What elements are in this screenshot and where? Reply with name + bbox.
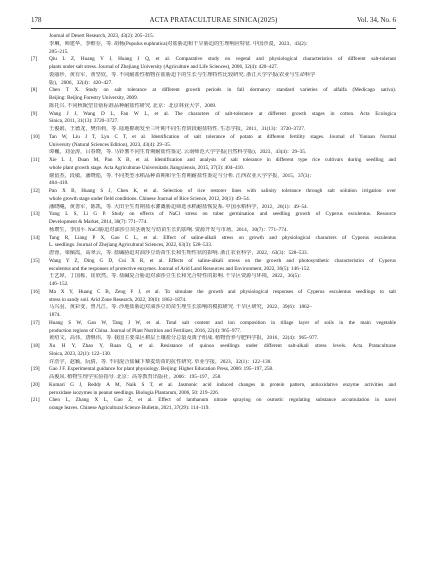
- reference-text-line: Beijing: Beijing Forestry University, 2009.: [49, 95, 138, 101]
- reference-text-line: University (Natural Sciences Edition), 2023, 43(4): 29–35.: [49, 141, 172, 148]
- reference-text-line: Tang R, Liang P X, Gao C L, et al. Effect of saline-alkali stress on growth and physiological characters of Cyperus esculentus: [49, 234, 396, 241]
- reference-text-line: Huang S W, Gao W, Tang J W, et al. Total salt content and ion composition in tillage layer of soils in the main vegetable: [49, 319, 396, 326]
- reference-number: [8]: [31, 87, 38, 94]
- reference-text-line: plants under salt stress. Journal of Zhejiang University (Agriculture and Life Sciences), 2006, 32(4): 420–427.: [49, 64, 279, 70]
- reference-number: [11]: [31, 157, 40, 163]
- journal-title: ACTA PRATACULTURAE SINICA(2025): [149, 16, 278, 24]
- reference-entry: [31, 258, 396, 289]
- reference-number: [12]: [31, 188, 40, 194]
- reference-number: [16]: [31, 288, 40, 295]
- reference-text-line: Sinica, 2011, 31(13): 3720–3727.: [49, 118, 119, 125]
- reference-entry: [31, 397, 396, 413]
- reference-text-line: Qiu L Z, Huang Y J, Huang J Q, et al. Comparative study on vegetal and physiological characteristics of different salt-tolerant: [49, 56, 396, 63]
- running-header: [31, 14, 396, 26]
- reference-number: [9]: [31, 110, 38, 117]
- reference-text-line: 版)，2006，32(4)：420–427.: [49, 79, 113, 86]
- reference-text-line: 王俊娟，王德龙，樊伟莉，等. 陆地棉萌发至三叶期不同生育阶段耐盐特性. 生态学报，2011，31(13)：3720–3727.: [49, 126, 306, 132]
- reference-entry: [31, 382, 396, 398]
- reference-number: [17]: [31, 319, 40, 326]
- reference-text-line: 潘晓飚，黄善军，陈凯，等. 大田全生育期盐水灌溉胁迫筛选水稻耐盐恢复系. 中国水稻科学，2012，26(1)：49–54.: [49, 203, 308, 210]
- reference-text-line: 黄绍文，高伟，唐继伟，等. 我国主要菜区耕层土壤盐分总量及离子组成. 植物营养与肥料学报，2016，22(4)：965–977.: [49, 335, 319, 342]
- reference-text-line: Development & Market, 2014, 30(7): 771–774.: [49, 219, 148, 225]
- reference-entry: [31, 366, 396, 382]
- reference-number: [20]: [31, 381, 40, 388]
- reference-entry: [31, 33, 396, 56]
- reference-text-line: 205–215.: [49, 48, 69, 55]
- reference-entry: [31, 111, 396, 134]
- reference-entry: [31, 188, 396, 211]
- page-number: 178: [31, 16, 42, 24]
- reference-text-line: orange leaves. Chinese Agricultural Science Bulletin, 2021, 37(29): 114–119.: [49, 405, 210, 411]
- reference-text-line: peroxidase isozymes in peanut seedlings. Biologia Plantarum, 2006, 50: 219–226.: [49, 389, 220, 396]
- reference-text-line: 404–410.: [49, 180, 69, 187]
- reference-text-line: 谢留杰，段敏，潘晓彪，等. 不同类型水稻品种苗期和全生育期耐盐性鉴定与分析. 江西农业大学学报，2015，37(3)：: [49, 172, 315, 179]
- reference-entry: [31, 87, 396, 110]
- reference-number: [18]: [31, 343, 40, 349]
- reference-text-line: production regions of China. Journal of Plant Nutrition and Fertilizer, 2016, 22(4): 965–977.: [49, 327, 241, 334]
- reference-number: [7]: [31, 56, 38, 63]
- reference-entry: [31, 235, 396, 258]
- reference-text-line: 唐蓉，梁佩霞，高翠云，等. 盐碱胁迫对油莎豆幼苗生长和生理性状的影响. 浙江农业科学，2022，63(3)：528–533.: [49, 250, 308, 256]
- reference-entry: [31, 320, 396, 343]
- reference-entry: [31, 56, 396, 87]
- reference-number: [15]: [31, 257, 40, 264]
- reference-text-line: Sinica, 2023, 32(1): 122–130.: [49, 350, 111, 357]
- reference-text-line: Journal of Desert Research, 2023, 43(2): 205–215.: [49, 33, 155, 39]
- volume-issue: Vol. 34, No. 6: [356, 16, 396, 24]
- reference-text-line: Yang L S, Li G P. Study on effects of NaCl stress on tuber germination and seedling growth of Cyperus esculentus. Resource: [49, 211, 396, 218]
- reference-number: [21]: [31, 397, 40, 404]
- header-rule: [31, 28, 396, 29]
- reference-text-line: 高俊凤. 植物生理学实验指导. 北京：高等教育出版社，2006：195–197，258.: [49, 374, 222, 380]
- reference-text-line: esculentus and the responses of protective enzymes. Journal of Arid Land Resources and Environment, 2022, 36(5): 146–152.: [49, 265, 311, 272]
- reference-entry: [31, 211, 396, 234]
- reference-text-line: 杨瓒生，李国平. NaCl胁迫对油莎豆块茎萌发与幼苗生长的影响. 资源开发与市场，2014，30(7)：771–774.: [49, 226, 288, 233]
- reference-text-line: stress in sandy soil. Arid Zone Research, 2022, 39(6): 1862–1874.: [49, 296, 187, 303]
- reference-text-line: Wang J J, Wang D L, Fan W L, et al. The characters of salt-tolerance at different growth stages in cotton. Acta Ecologica: [49, 110, 396, 117]
- reference-text-line: Xie L J, Duan M, Pan X B, et al. Identification and analysis of salt tolerance in different type rice cultivars during seedling and: [49, 157, 396, 163]
- reference-text-line: whole growth stage under field conditions. Chinese Journal of Rice Science, 2012, 26(1): 49–54.: [49, 195, 250, 202]
- reference-text-line: 马兴羽，黄彩变，曾凡江，等. 沙地盐胁迫对油莎豆幼苗生理生长影响的模拟研究. 干旱区研究，2022，39(6)：1862–: [49, 304, 312, 311]
- reference-text-line: 裘丽珍，黄有军，黄坚钦，等. 不同耐盐性植物在盐胁迫下的生长与生理特性比较研究. 浙江大学学报(农业与生命科学: [49, 71, 316, 78]
- reference-number: [13]: [31, 211, 40, 218]
- reference-text-line: Tan W, Liu J T, Lyu C T, et al. Identification of salt tolerance of potato at different fertility stages. Journal of Yunnan Normal: [49, 133, 396, 140]
- reference-text-line: Pan X B, Huang S J, Chen K, et al. Selection of rice restorer lines with salinity tolerance through salt solution irrigation over: [49, 188, 396, 194]
- reference-number: [19]: [31, 366, 40, 373]
- reference-text-line: 李琳，师建华，李维存，等. 胡杨(Populus euphratica)对盐胁迫和干旱胁迫的生理响应特征. 中国沙漠，2023，43(2)：: [49, 40, 311, 47]
- reference-text-line: Chen L, Zhang X L, Gao Z, et al. Effect of lanthanum nitrate spraying on osmotic regulating substance accumulation in navel: [49, 397, 396, 404]
- reference-text-line: 王艺璋，丁国栋，崔欣然，等. 盐碱复合胁迫对油莎豆生长和光合特性的影响. 干旱区资源与环境，2022，36(5)：: [49, 273, 305, 280]
- reference-number: [14]: [31, 234, 40, 241]
- reference-text-line: 谭巍，刘金涛，吕春晓，等. 马铃薯不同生育期耐盐性鉴定. 云南师范大学学报(自然科学版)，2023，43(4)：29–35.: [49, 149, 307, 156]
- reference-text-line: whole plant growth stage. Acta Agriculturae Universitatis Jiangxiensis, 2015, 37(3): 404–410.: [49, 164, 245, 171]
- reference-entry: [31, 134, 396, 157]
- reference-text-line: Wang Y Z, Ding G D, Cui X R, et al. Effects of saline-alkali stress on the growth and photosynthetic characteristics of Cyperus: [49, 257, 396, 264]
- reference-text-line: Ma X Y, Huang C B, Zeng F J, et al. To simulate the growth and physiological responses of Cyperus esculentus seedlings to salt: [49, 288, 396, 295]
- reference-text-line: Xu H Y, Zhao Y, Ruan Q, et al. Resistance of quinoa seedlings under different salt-alkali stress levels. Acta Prataculturae: [49, 343, 396, 349]
- reference-list: [31, 33, 396, 413]
- reference-entry: [31, 343, 396, 366]
- reference-text-line: Chen T X. Study on salt tolerance at different growth periods in fall dormancy standard varieties of alfalfa (Medicago sativa).: [49, 87, 396, 94]
- reference-entry: [31, 157, 396, 188]
- reference-text-line: 陈托兴. 不同秋眠型苜蓿标准品种耐盐性研究. 北京：北京林业大学，2009.: [49, 102, 217, 109]
- reference-text-line: Kumari G J, Reddy A M, Naik S T, et al. Jasmonic acid induced changes in protein pattern, antioxidative enzyme activities and: [49, 381, 396, 388]
- reference-text-line: 146–152.: [49, 281, 69, 287]
- reference-text-line: 1874.: [49, 312, 61, 318]
- reference-number: [10]: [31, 133, 40, 140]
- reference-text-line: 许浩宇，赵颖，阮倩，等. 不同混合盐碱下藜麦幼苗的抗性研究. 草业学报，2023，32(1)：122–130.: [49, 358, 272, 365]
- reference-text-line: Gao J F. Experimental guidance for plant physiology. Beijing: Higher Education Press, 2006: 195–197, 258.: [49, 366, 274, 373]
- reference-entry: [31, 289, 396, 320]
- reference-text-line: L. seedlings. Journal of Zhejiang Agricultural Sciences, 2022, 63(3): 528–533.: [49, 242, 213, 249]
